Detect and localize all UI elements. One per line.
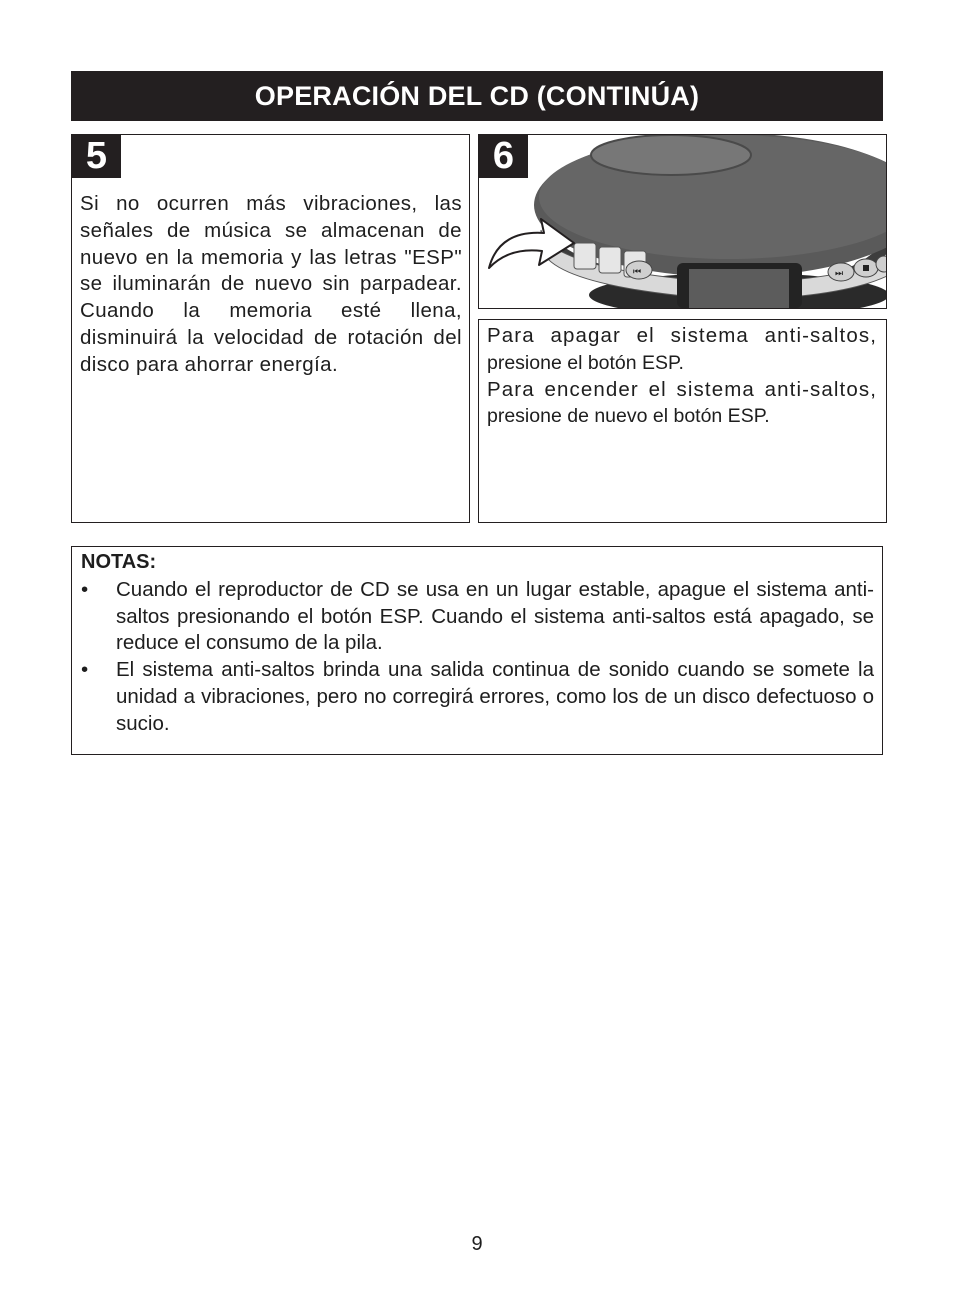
svg-text:⏮: ⏮ [633,266,642,276]
step-6-line-on-1: Para encender el sistema anti-saltos, [487,377,877,401]
section-title: OPERACIÓN DEL CD (CONTINÚA) [254,80,700,111]
notes-list [81,577,874,737]
step-6-text [487,323,877,430]
step-6-illustration-box [478,134,887,309]
step-6-line-off-2: presione el botón ESP. [487,351,684,374]
section-header [71,71,883,121]
notes-box [71,546,883,755]
bullet-icon: • [81,578,89,601]
note-text: Cuando el reproductor de CD se usa en un lugar estable, apague el sistema anti-saltos presionando el botón ESP. Cuando el sistema anti-saltos está apagado, se reduce el consumo de la pila. [116,578,874,655]
cd-player-esp-button-icon [479,135,886,308]
notes-title: NOTAS: [81,551,157,573]
step-6-text-box [478,319,887,523]
note-text: El sistema anti-saltos brinda una salida continua de sonido cuando se somete la unidad a vibraciones, pero no corregirá errores, como los de un disco defectuoso o sucio. [116,658,874,735]
list-item [81,577,874,657]
step-6-line-off-1: Para apagar el sistema anti-saltos, [487,324,877,347]
step-5-text: Si no ocurren más vibraciones, las señales de música se almacenan de nuevo en la memoria y las letras "ESP" se iluminarán de nuevo sin parpadear. Cuando la memoria esté llena, disminuirá la velocidad de rotación del disco para ahorrar energía. [80,192,462,376]
svg-text:⏭: ⏭ [835,268,844,278]
step-6-badge: 6 [479,135,528,178]
list-item [81,657,874,737]
page-number: 9 [471,1233,483,1255]
step-6-line-on-2: presione de nuevo el botón ESP. [487,405,770,428]
step-5-badge: 5 [72,135,121,178]
step-5-box [71,134,470,523]
bullet-icon: • [81,658,89,682]
